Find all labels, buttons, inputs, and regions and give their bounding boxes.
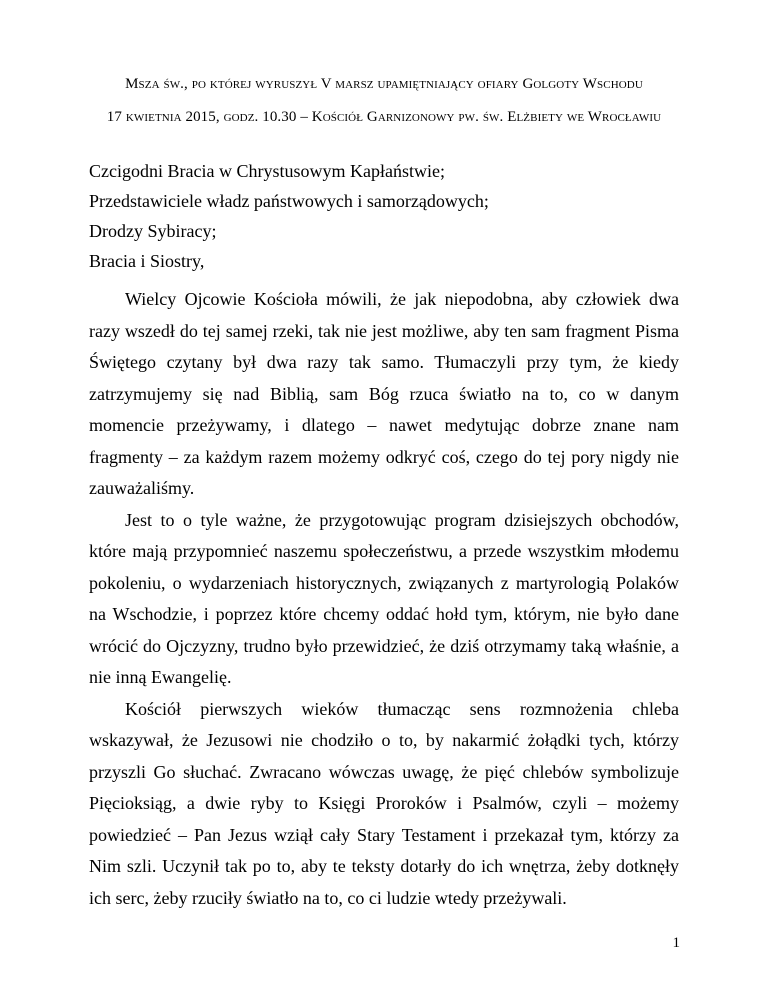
header-title: Msza św., po której wyruszył V marsz upamiętniający ofiary Golgoty Wschodu: [125, 76, 643, 92]
paragraph: Jest to o tyle ważne, że przygotowując program dzisiejszych obchodów, które mają przypomnieć naszemu społeczeństwu, a przede wszystkim młodemu pokoleniu, o wydarzeniach historycznych, związanych z martyrologią Polaków na Wschodzie, i poprzez które chcemy oddać hołd tym, którym, nie było dane wrócić do Ojczyzny, trudno było przewidzieć, że dziś otrzymamy taką właśnie, a nie inną Ewangelię.: [89, 509, 679, 687]
salutation: [89, 156, 489, 276]
paragraph: Wielcy Ojcowie Kościoła mówili, że jak niepodobna, aby człowiek dwa razy wszedł do tej samej rzeki, tak nie jest możliwe, aby ten sam fragment Pisma Świętego czytany był dwa razy tak samo. Tłumaczyli przy tym, że kiedy zatrzymujemy się nad Biblią, sam Bóg rzuca światło na to, co w danym momencie przeżywamy, i dlatego – nawet medytując dobrze znane nam fragmenty – za każdym razem możemy odkryć coś, czego do tej pory nigdy nie zauważaliśmy.: [89, 289, 679, 498]
paragraph: Kościół pierwszych wieków tłumacząc sens rozmnożenia chleba wskazywał, że Jezusowi nie chodziło o to, by nakarmić żołądki tych, którzy przyszli Go słuchać. Zwracano wówczas uwagę, że pięć chlebów symbolizuje Pięcioksiąg, a dwie ryby to Księgi Proroków i Psalmów, czyli – możemy powiedzieć – Pan Jezus wziął cały Stary Testament i przekazał tym, którzy za Nim szli. Uczynił tak po to, aby te teksty dotarły do ich wnętrza, żeby dotknęły ich serc, żeby rzuciły światło na to, co ci ludzie wtedy przeżywali.: [89, 698, 679, 908]
header-date-location: 17 kwietnia 2015, godz. 10.30 – Kościół Garnizonowy pw. św. Elżbiety we Wrocławiu: [106, 109, 662, 125]
salutation-line: Czcigodni Bracia w Chrystusowym Kapłaństwie;: [89, 161, 445, 181]
page-number: 1: [672, 935, 680, 951]
salutation-line: Bracia i Siostry,: [89, 251, 205, 271]
salutation-line: Drodzy Sybiracy;: [89, 221, 217, 241]
salutation-line: Przedstawiciele władz państwowych i samorządowych;: [89, 191, 489, 211]
body-text: [89, 284, 679, 914]
